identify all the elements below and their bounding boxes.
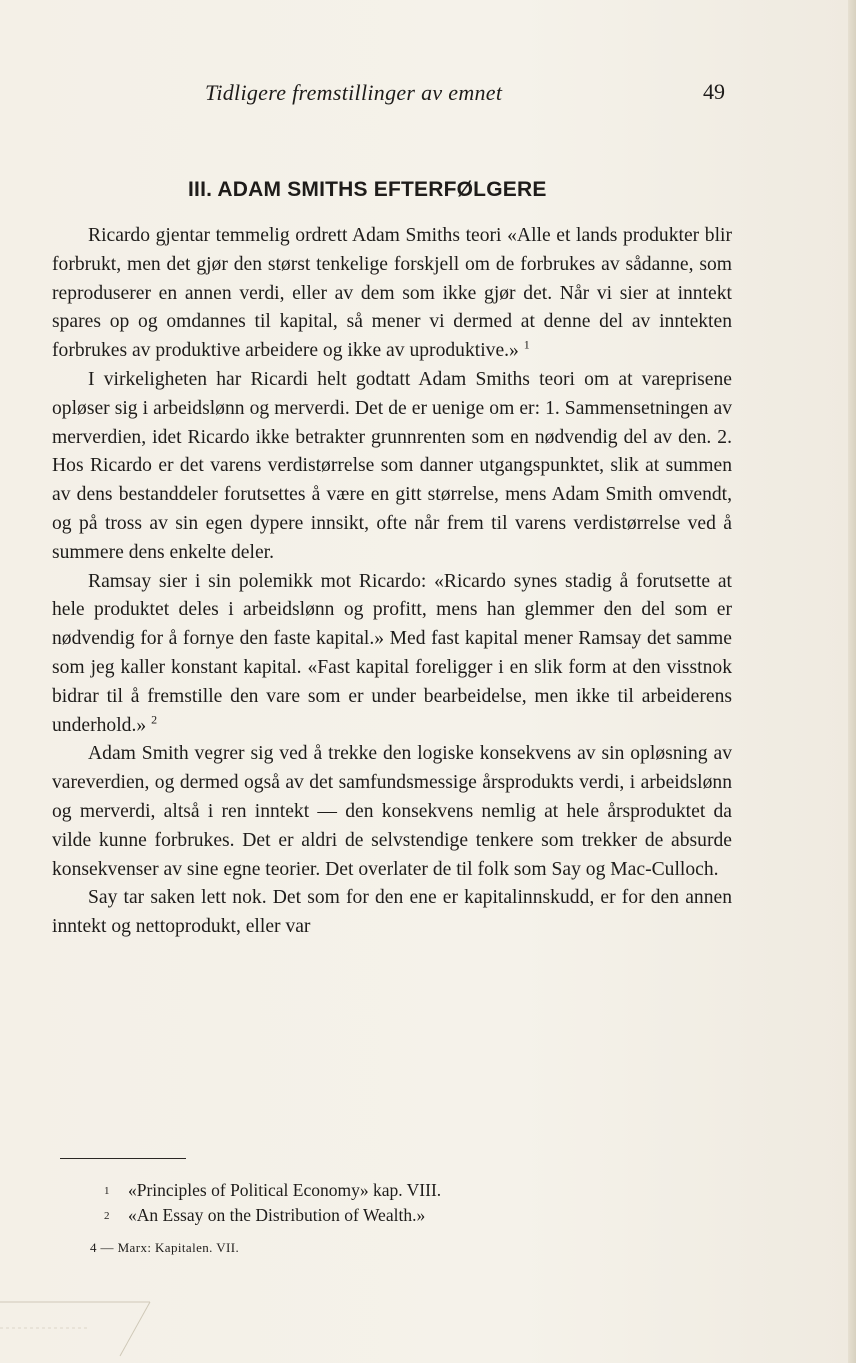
body-text <box>52 222 732 942</box>
footnote-text: «An Essay on the Distribution of Wealth.» <box>128 1205 426 1225</box>
footnote-rule <box>60 1158 186 1159</box>
footnotes <box>104 1178 441 1228</box>
page-edge <box>848 0 856 1363</box>
printer-signature: 4 — Marx: Kapitalen. VII. <box>90 1240 240 1255</box>
paragraph: Ramsay sier i sin polemikk mot Ricardo: «Ricardo synes stadig å forutsette at hele produktet deles i arbeidslønn og profitt, mens han glemmer den del som er nødvendig for å fornye den faste kapital.» Med fast kapital mener Ramsay det samme som jeg kaller konstant kapital. «Fast kapital foreligger i en slik form at den visstnok bidrar til å fremstille den vare som er under bearbeidelse, men ikke til arbeiderens underhold.» $^2$ <box>52 570 732 736</box>
paragraph: Say tar saken lett nok. Det som for den ene er kapitalinnskudd, er for den annen inntekt og nettoprodukt, eller var <box>52 887 732 938</box>
page-number: 49 <box>703 79 725 104</box>
footnote-text: «Principles of Political Economy» kap. VIII. <box>128 1180 442 1200</box>
footnote-mark: 2 <box>104 1210 110 1222</box>
footnote-reference: 2 <box>151 712 158 727</box>
section-title: III. ADAM SMITHS EFTERFØLGERE <box>188 178 547 201</box>
footnote-reference: 1 <box>523 337 530 352</box>
footnote <box>104 1178 441 1203</box>
paragraph: I virkeligheten har Ricardi helt godtatt Adam Smiths teori om at vareprisene opløser sig i arbeidslønn og merverdi. Det de er uenige om er: 1. Sammensetningen av merverdien, idet Ricardo ikke betrakter grunnrenten som en nødvendig del av den. 2. Hos Ricardo er det varens verdistørrelse som danner utgangspunktet, slik at summen av dens bestanddeler forutsettes å være en gitt størrelse, mens Adam Smith omvendt, og på tross av sin egen dypere innsikt, ofte når frem til varens verdistørrelse ved å summere dens enkelte deler. <box>52 368 732 563</box>
paragraph: Adam Smith vegrer sig ved å trekke den logiske konsekvens av sin opløsning av vareverdien, og dermed også av det samfundsmessige årsprodukts verdi, i arbeidslønn og merverdi, altså i ren inntekt — den konsekvens nemlig at hele årsproduktet da vilde kunne forbrukes. Det er aldri de selvstendige tenkere som trekker de absurde konsekvenser av sine egne teorier. Det overlater de til folk som Say og Mac-Culloch. <box>52 743 732 880</box>
paragraph: Ricardo gjentar temmelig ordrett Adam Smiths teori «Alle et lands produkter blir forbrukt, men det gjør den størst tenkelige forskjell om de forbrukes av sådanne, som reproduserer en annen verdi, eller av dem som ikke gjør det. Når vi sier at inntekt spares op og omdannes til kapital, så mener vi dermed at denne del av inntekten forbrukes av produktive arbeidere og ikke av uproduktive.» $^1$ <box>52 225 732 362</box>
running-head: Tidligere fremstillinger av emnet <box>205 80 503 105</box>
footnote-mark: 1 <box>104 1185 110 1197</box>
footnote <box>104 1203 441 1228</box>
scan-artifact-lines <box>0 1290 160 1360</box>
